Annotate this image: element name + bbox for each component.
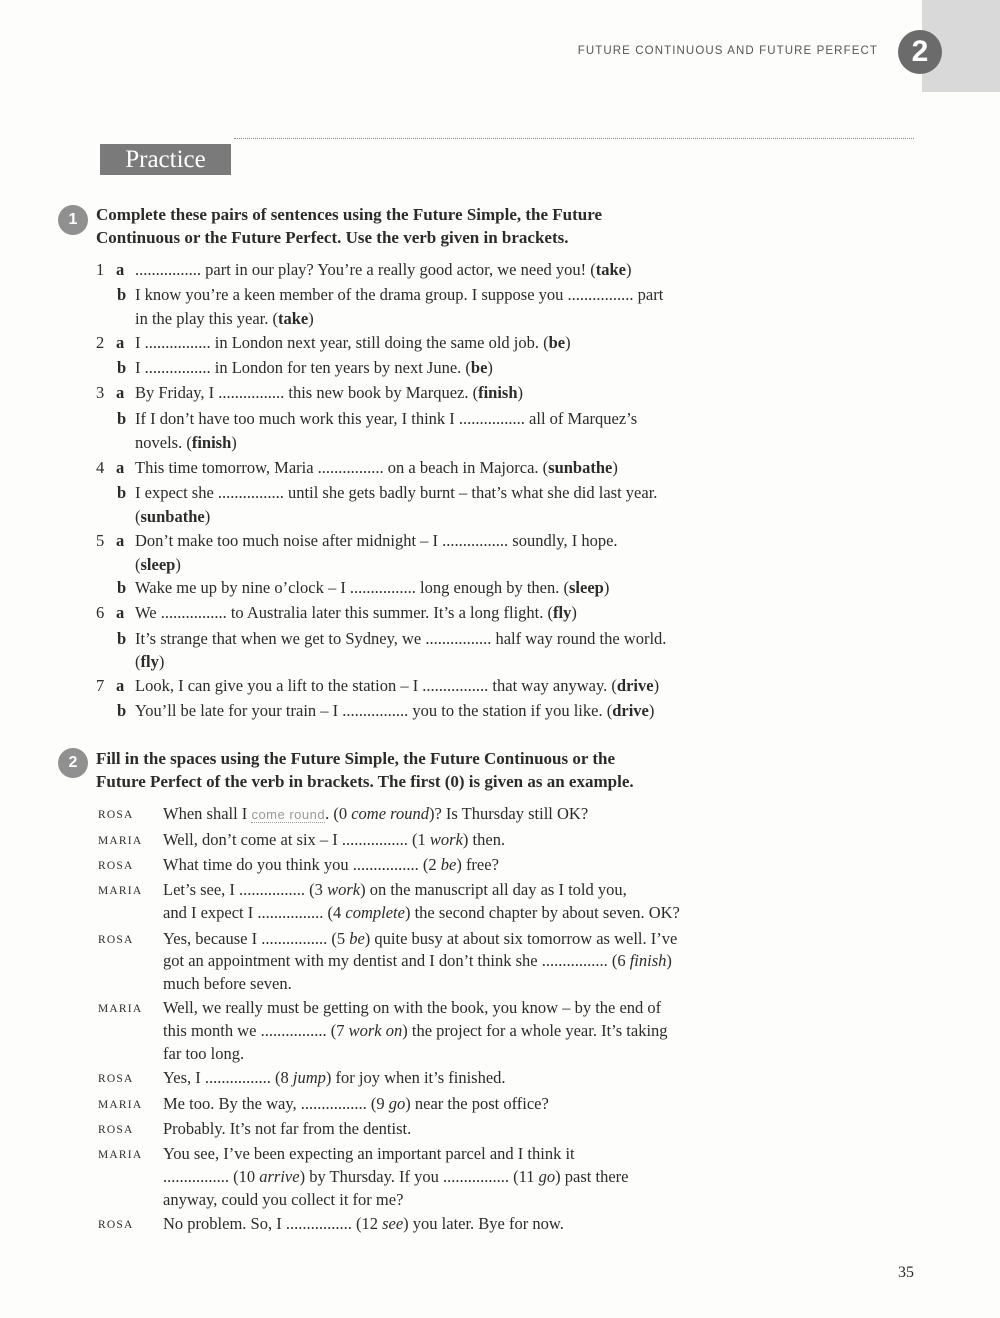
speaker-name: ROSA bbox=[98, 1073, 134, 1085]
dialogue-text: When shall I come round. (0 come round)? Is Thursday still OK? bbox=[163, 804, 589, 823]
section-divider bbox=[234, 138, 914, 139]
exercise-1-instruction: Complete these pairs of sentences using the Future Simple, the Future Continuous or the Future Perfect. Use the verb given in brackets. bbox=[96, 205, 603, 247]
item-text: This time tomorrow, Maria ................ on a beach in Majorca. (sunbathe) bbox=[135, 458, 618, 477]
bracket-verb: go bbox=[388, 1094, 406, 1113]
item-text: If I don’t have too much work this year, I think I ................ all of Marquez’s bbox=[135, 409, 638, 428]
bracket-verb: drive bbox=[616, 676, 654, 695]
item-number: 5 bbox=[96, 531, 105, 550]
running-head: FUTURE CONTINUOUS AND FUTURE PERFECT bbox=[577, 45, 878, 57]
speaker-name: ROSA bbox=[98, 860, 134, 872]
item-letter: a bbox=[116, 333, 125, 352]
item-letter: b bbox=[117, 285, 127, 304]
item-text: Wake me up by nine o’clock – I ................ long enough by then. (sleep) bbox=[135, 578, 610, 597]
item-number: 6 bbox=[96, 603, 105, 622]
dialogue-text: got an appointment with my dentist and I don’t think she ................ (6 finish) bbox=[163, 951, 672, 970]
bracket-verb: jump bbox=[292, 1068, 326, 1087]
speaker-name: ROSA bbox=[98, 934, 134, 946]
dialogue-text: Me too. By the way, ................ (9 go) near the post office? bbox=[163, 1094, 549, 1113]
dialogue-text: Let’s see, I ................ (3 work) on the manuscript all day as I told you, bbox=[163, 880, 627, 899]
bracket-verb: work bbox=[327, 880, 361, 899]
bracket-verb: complete bbox=[345, 903, 405, 922]
speaker-name: MARIA bbox=[98, 1149, 143, 1161]
item-letter: a bbox=[116, 458, 125, 477]
speaker-name: ROSA bbox=[98, 809, 134, 821]
dialogue-text: Probably. It’s not far from the dentist. bbox=[163, 1119, 412, 1138]
bracket-verb: arrive bbox=[259, 1167, 300, 1186]
item-text: (fly) bbox=[135, 652, 165, 671]
item-letter: a bbox=[116, 531, 125, 550]
chapter-number-badge: 2 bbox=[898, 30, 942, 74]
dialogue-text: Well, don’t come at six – I ................ (1 work) then. bbox=[163, 830, 506, 849]
bracket-verb: finish bbox=[629, 951, 667, 970]
bracket-verb: go bbox=[538, 1167, 556, 1186]
dialogue-text: and I expect I ................ (4 complete) the second chapter by about seven. OK? bbox=[163, 903, 680, 922]
item-text: (sleep) bbox=[135, 555, 181, 574]
dialogue-text: What time do you think you ................ (2 be) free? bbox=[163, 855, 499, 874]
item-text: Don’t make too much noise after midnight – I ................ soundly, I hope. bbox=[135, 531, 618, 550]
speaker-name: MARIA bbox=[98, 1099, 143, 1111]
bracket-verb: come round bbox=[351, 804, 429, 823]
bracket-verb: be bbox=[548, 333, 566, 352]
speaker-name: MARIA bbox=[98, 835, 143, 847]
item-letter: b bbox=[117, 409, 127, 428]
example-answer: come round bbox=[251, 807, 326, 822]
item-text: We ................ to Australia later this summer. It’s a long flight. (fly) bbox=[135, 603, 577, 622]
item-text: It’s strange that when we get to Sydney, we ................ half way round the world. bbox=[135, 629, 667, 648]
item-text: (sunbathe) bbox=[135, 507, 211, 526]
bracket-verb: be bbox=[440, 855, 457, 874]
bracket-verb: sunbathe bbox=[548, 458, 613, 477]
bracket-verb: fly bbox=[553, 603, 572, 622]
dialogue-text: No problem. So, I ................ (12 see) you later. Bye for now. bbox=[163, 1214, 564, 1233]
item-letter: b bbox=[117, 701, 127, 720]
bracket-verb: sunbathe bbox=[140, 507, 205, 526]
item-text: I ................ in London for ten years by next June. (be) bbox=[135, 358, 493, 377]
item-text: You’ll be late for your train – I ................ you to the station if you like. (drive) bbox=[135, 701, 655, 720]
item-text: novels. (finish) bbox=[135, 433, 237, 452]
dialogue-text: this month we ................ (7 work on) the project for a whole year. It’s taking bbox=[163, 1021, 668, 1040]
item-number: 2 bbox=[96, 333, 105, 352]
item-number: 4 bbox=[96, 458, 105, 477]
dialogue-text: Yes, I ................ (8 jump) for joy when it’s finished. bbox=[163, 1068, 506, 1087]
speaker-name: ROSA bbox=[98, 1219, 134, 1231]
bracket-verb: see bbox=[382, 1214, 404, 1233]
speaker-name: MARIA bbox=[98, 885, 143, 897]
dialogue-text: anyway, could you collect it for me? bbox=[163, 1190, 404, 1209]
bracket-verb: take bbox=[277, 309, 309, 328]
bracket-verb: be bbox=[349, 929, 365, 948]
bracket-verb: finish bbox=[191, 433, 232, 452]
bracket-verb: fly bbox=[140, 652, 159, 671]
speaker-name: ROSA bbox=[98, 1124, 134, 1136]
item-text: in the play this year. (take) bbox=[135, 309, 314, 328]
bracket-verb: work bbox=[429, 830, 463, 849]
item-letter: b bbox=[117, 358, 127, 377]
item-letter: b bbox=[117, 629, 127, 648]
bracket-verb: drive bbox=[612, 701, 649, 720]
dialogue-text: Yes, because I ................ (5 be) quite busy at about six tomorrow as well. I’ve bbox=[163, 929, 678, 948]
bracket-verb: finish bbox=[478, 383, 518, 402]
item-text: I know you’re a keen member of the drama group. I suppose you ................ part bbox=[135, 285, 664, 304]
bracket-verb: take bbox=[595, 260, 627, 279]
item-number: 3 bbox=[96, 383, 105, 402]
bracket-verb: work on bbox=[348, 1021, 403, 1040]
dialogue-text: ................ (10 arrive) by Thursday. If you ................ (11 go) past there bbox=[163, 1167, 629, 1186]
item-letter: b bbox=[117, 578, 127, 597]
dialogue-text: far too long. bbox=[163, 1044, 245, 1063]
item-letter: a bbox=[116, 603, 125, 622]
item-text: I expect she ................ until she gets badly burnt – that’s what she did last year. bbox=[135, 483, 658, 502]
item-letter: b bbox=[117, 483, 127, 502]
item-text: ................ part in our play? You’re a really good actor, we need you! (take) bbox=[135, 260, 632, 279]
dialogue-text: You see, I’ve been expecting an important parcel and I think it bbox=[163, 1144, 575, 1163]
dialogue-text: Well, we really must be getting on with the book, you know – by the end of bbox=[163, 998, 662, 1017]
item-letter: a bbox=[116, 676, 125, 695]
item-number: 7 bbox=[96, 676, 105, 695]
exercise-2-number: 2 bbox=[58, 748, 88, 778]
item-number: 1 bbox=[96, 260, 105, 279]
exercise-2-instruction: Fill in the spaces using the Future Simple, the Future Continuous or the Future Perfect of the verb in brackets. The first (0) is given as an example. bbox=[96, 749, 634, 791]
dialogue-text: much before seven. bbox=[163, 974, 292, 993]
item-text: I ................ in London next year, still doing the same old job. (be) bbox=[135, 333, 571, 352]
section-title: Practice bbox=[100, 144, 231, 175]
speaker-name: MARIA bbox=[98, 1003, 143, 1015]
page-number: 35 bbox=[898, 1264, 914, 1281]
item-text: By Friday, I ................ this new book by Marquez. (finish) bbox=[135, 383, 524, 402]
exercise-1-number: 1 bbox=[58, 205, 88, 235]
item-text: Look, I can give you a lift to the station – I ................ that way anyway. (drive) bbox=[135, 676, 660, 695]
bracket-verb: be bbox=[470, 358, 488, 377]
item-letter: a bbox=[116, 260, 125, 279]
item-letter: a bbox=[116, 383, 125, 402]
bracket-verb: sleep bbox=[140, 555, 176, 574]
bracket-verb: sleep bbox=[569, 578, 604, 597]
